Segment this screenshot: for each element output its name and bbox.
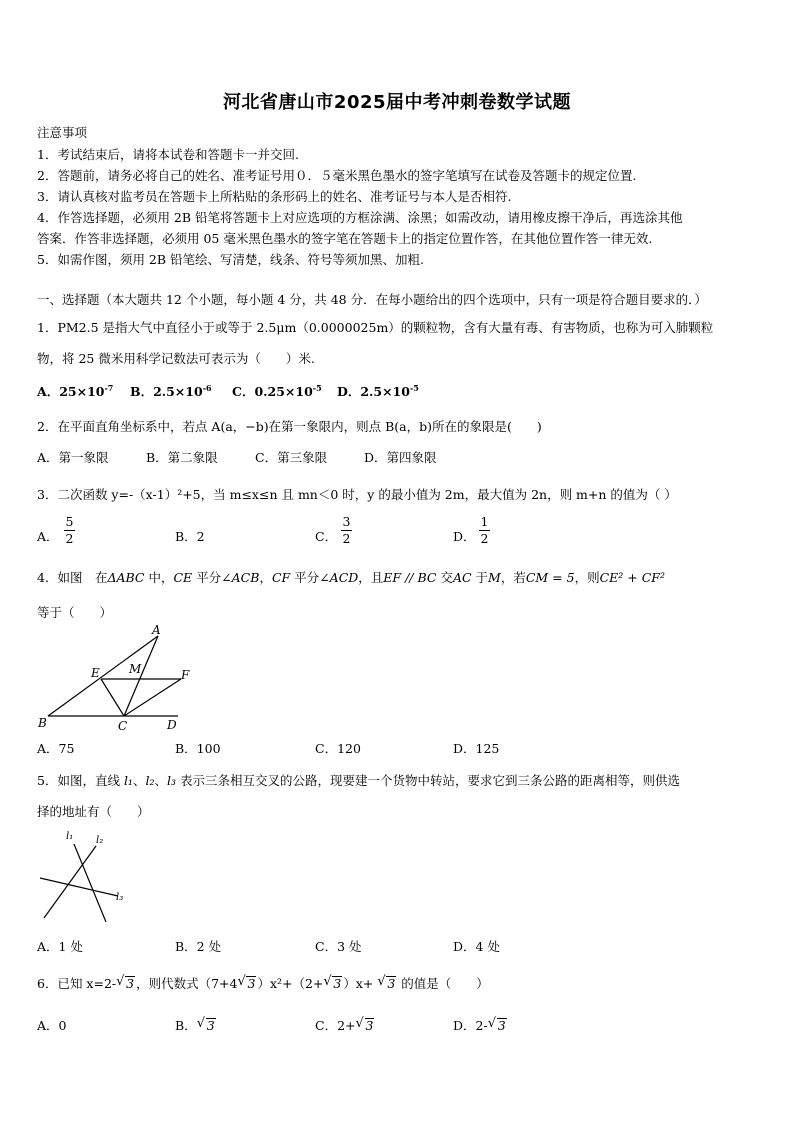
q3-option-c-fraction: 3 2: [342, 514, 351, 546]
q1-option-a: A．$25\times 10^{-7}$: [37, 382, 114, 399]
notice-item-1: 1．考试结束后，请将本试卷和答题卡一并交回.: [37, 147, 299, 162]
q6-option-c: C．2+ √ 3: [315, 1016, 374, 1033]
q4-label-a: A: [152, 624, 161, 637]
page-title: 河北省唐山市2025届中考冲刺卷数学试题: [222, 92, 572, 113]
notice-item-2: 2．答题前，请务必将自己的姓名、准考证号用０．５毫米黑色墨水的签字笔填写在试卷及答题卡的规定位置.: [37, 168, 637, 183]
q6-option-d: D．2- √ 3: [453, 1016, 506, 1033]
q3-option-d-label: D．: [453, 529, 476, 544]
q4-stem-line1: 4．如图 在ΔABC 中，CE 平分∠ACB，CF 平分∠ACD，且EF // BC 交AC 于M，若CM = 5，则CE² + CF²: [37, 570, 665, 585]
q6-option-a: A．0: [37, 1018, 67, 1033]
q4-label-b: B: [38, 716, 47, 730]
q4-label-e: E: [91, 666, 100, 680]
q2-option-c: C．第三象限: [255, 450, 328, 465]
q4-option-b: B．100: [175, 741, 221, 756]
q6-stem: 6．已知 x=2- √ 3 ，则代数式（7+4 √ 3 ）x²+（2+ √ 3 ）x+ √ 3 的值是（ ）: [37, 974, 489, 991]
q5-stem-line1: 5．如图，直线 l₁、l₂、l₃ 表示三条相互交叉的公路，现要建一个货物中转站，要求它到三条公路的距离相等，则供选: [37, 773, 680, 788]
q3-option-d-fraction: 1 2: [480, 514, 489, 546]
q4-label-f: F: [181, 668, 190, 682]
q4-option-c: C．120: [315, 741, 361, 756]
q1-stem-line1: 1．PM2.5 是指大气中直径小于或等于 2.5μm（0.0000025m）的颗粒物，含有大量有毒、有害物质，也称为可入肺颗粒: [37, 320, 714, 335]
q3-option-c-label: C．: [315, 529, 338, 544]
q5-line-l1: [74, 844, 106, 922]
q5-line-l3: [40, 878, 118, 896]
q3-option-b: B．2: [175, 529, 205, 544]
q2-option-a: A．第一象限: [37, 450, 109, 465]
q4-label-m: M: [129, 662, 142, 676]
q4-stem-line2: 等于（ ）: [37, 605, 113, 620]
q3-option-a-label: A．: [37, 529, 59, 544]
notice-heading: 注意事项: [37, 125, 88, 140]
q4-label-d: D: [167, 718, 177, 732]
notice-item-3: 3．请认真核对监考员在答题卡上所粘贴的条形码上的姓名、准考证号与本人是否相符.: [37, 189, 512, 204]
q2-option-d: D．第四象限: [364, 450, 437, 465]
q2-stem: 2．在平面直角坐标系中，若点 A(a，−b)在第一象限内，则点 B(a，b)所在的象限是( ): [37, 419, 542, 434]
q5-option-b: B．2 处: [175, 939, 222, 954]
notice-item-4: 4．作答选择题，必须用 2B 铅笔将答题卡上对应选项的方框涂满、涂黑；如需改动，请用橡皮擦干净后，再选涂其他: [37, 210, 683, 225]
q5-option-c: C．3 处: [315, 939, 362, 954]
q4-line-cf: [124, 679, 181, 716]
q5-figure: [34, 826, 134, 922]
section-heading: 一、选择题（本大题共 12 个小题，每小题 4 分，共 48 分．在每小题给出的四个选项中，只有一项是符合题目要求的．）: [37, 292, 707, 307]
notice-item-4-cont: 答案．作答非选择题，必须用 05 毫米黑色墨水的签字笔在答题卡上的指定位置作答，在其他位置作答一律无效.: [37, 231, 653, 246]
q5-option-a: A．1 处: [37, 939, 83, 954]
q6-option-b: B． √ 3: [175, 1016, 215, 1033]
q1-option-c: C．$0.25\times 10^{-5}$: [232, 382, 322, 399]
q2-option-b: B．第二象限: [146, 450, 218, 465]
notice-item-5: 5．如需作图，须用 2B 铅笔绘、写清楚，线条、符号等须加黑、加粗.: [37, 252, 425, 267]
sqrt-symbol: √ 3: [116, 974, 135, 991]
q1-option-d: D．$2.5\times 10^{-5}$: [337, 382, 419, 399]
q5-label-l2: l₂: [96, 835, 104, 846]
q5-option-d: D．4 处: [453, 939, 500, 954]
q1-stem-line2: 物，将 25 微米用科学记数法可表示为（ ）米.: [37, 351, 315, 366]
q3-stem: 3．二次函数 y=-（x-1）²+5，当 m≤x≤n 且 mn＜0 时，y 的最小值为 2m，最大值为 2n，则 m+n 的值为（ ）: [37, 487, 677, 502]
q4-figure: [34, 624, 194, 736]
q4-option-a: A．75: [37, 741, 75, 756]
q5-line-l2: [44, 846, 96, 918]
q5-stem-line2: 择的地址有（ ）: [37, 804, 150, 819]
q4-label-c: C: [118, 719, 128, 733]
q5-label-l1: l₁: [66, 831, 74, 842]
q1-option-b: B．$2.5\times 10^{-6}$: [130, 382, 212, 399]
q4-line-ce: [101, 679, 124, 716]
q3-option-a-fraction: 5 2: [65, 514, 74, 546]
q5-label-l3: l₃: [116, 892, 124, 903]
q4-option-d: D．125: [453, 741, 500, 756]
